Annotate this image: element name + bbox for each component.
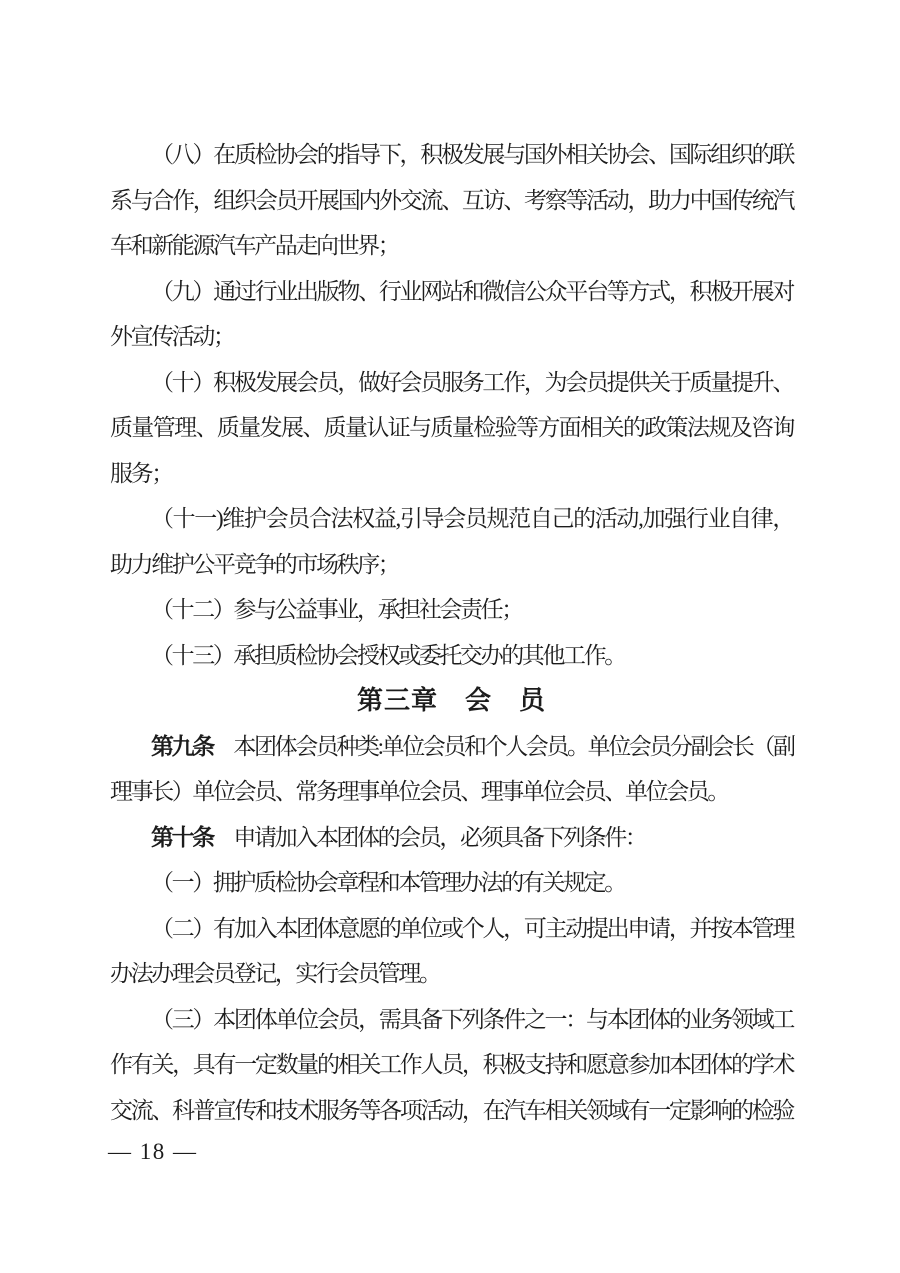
text-line: 外宣传活动； [110, 324, 234, 349]
text-line: （十一)维护会员合法权益,引导会员规范自己的活动,加强行业自律， [151, 506, 793, 531]
text-line: 质量管理、质量发展、质量认证与质量检验等方面相关的政策法规及咨询 [110, 415, 793, 440]
article-text: 本团体会员种类:单位会员和个人会员。单位会员分副会长（副 [212, 733, 794, 759]
text-line: 办法办理会员登记，实行会员管理。 [110, 961, 440, 986]
text-line: 车和新能源汽车产品走向世界； [110, 233, 399, 258]
text-line: （十三）承担质检协会授权或委托交办的其他工作。 [151, 642, 625, 668]
text-line: （一）拥护质检协会章程和本管理办法的有关规定。 [151, 870, 625, 895]
text-line: 助力维护公平竞争的市场秩序； [110, 551, 399, 577]
text-line: 作有关，具有一定数量的相关工作人员，积极支持和愿意参加本团体的学术 [110, 1052, 793, 1077]
text-line [110, 724, 793, 770]
text-line: （九）通过行业出版物、行业网站和微信公众平台等方式，积极开展对 [151, 278, 793, 304]
text-line: （八）在质检协会的指导下，积极发展与国外相关协会、国际组织的联 [151, 142, 793, 167]
page-number: — 18 — [108, 1139, 198, 1164]
text-line [110, 815, 793, 861]
text-line: 系与合作，组织会员开展国内外交流、互访、考察等活动，助力中国传统汽 [110, 187, 793, 213]
text-line: 交流、科普宣传和技术服务等各项活动，在汽车相关领域有一定影响的检验 [110, 1097, 793, 1123]
text-line: （二）有加入本团体意愿的单位或个人，可主动提出申请，并按本管理 [151, 915, 793, 941]
article-text: 申请加入本团体的会员，必须具备下列条件： [212, 824, 646, 850]
article-number: 第十条 [151, 824, 213, 850]
text-line: 服务； [110, 460, 172, 486]
text-line: （三）本团体单位会员，需具备下列条件之一：与本团体的业务领域工 [151, 1006, 793, 1032]
text-line: 理事长）单位会员、常务理事单位会员、理事单位会员、单位会员。 [110, 779, 729, 804]
chapter-heading: 第三章 会 员 [356, 685, 546, 715]
text-line: （十）积极发展会员，做好会员服务工作，为会员提供关于质量提升、 [151, 369, 793, 395]
document-body [110, 132, 793, 1133]
article-number: 第九条 [151, 733, 213, 759]
text-line: （十二）参与公益事业，承担社会责任； [151, 597, 522, 622]
